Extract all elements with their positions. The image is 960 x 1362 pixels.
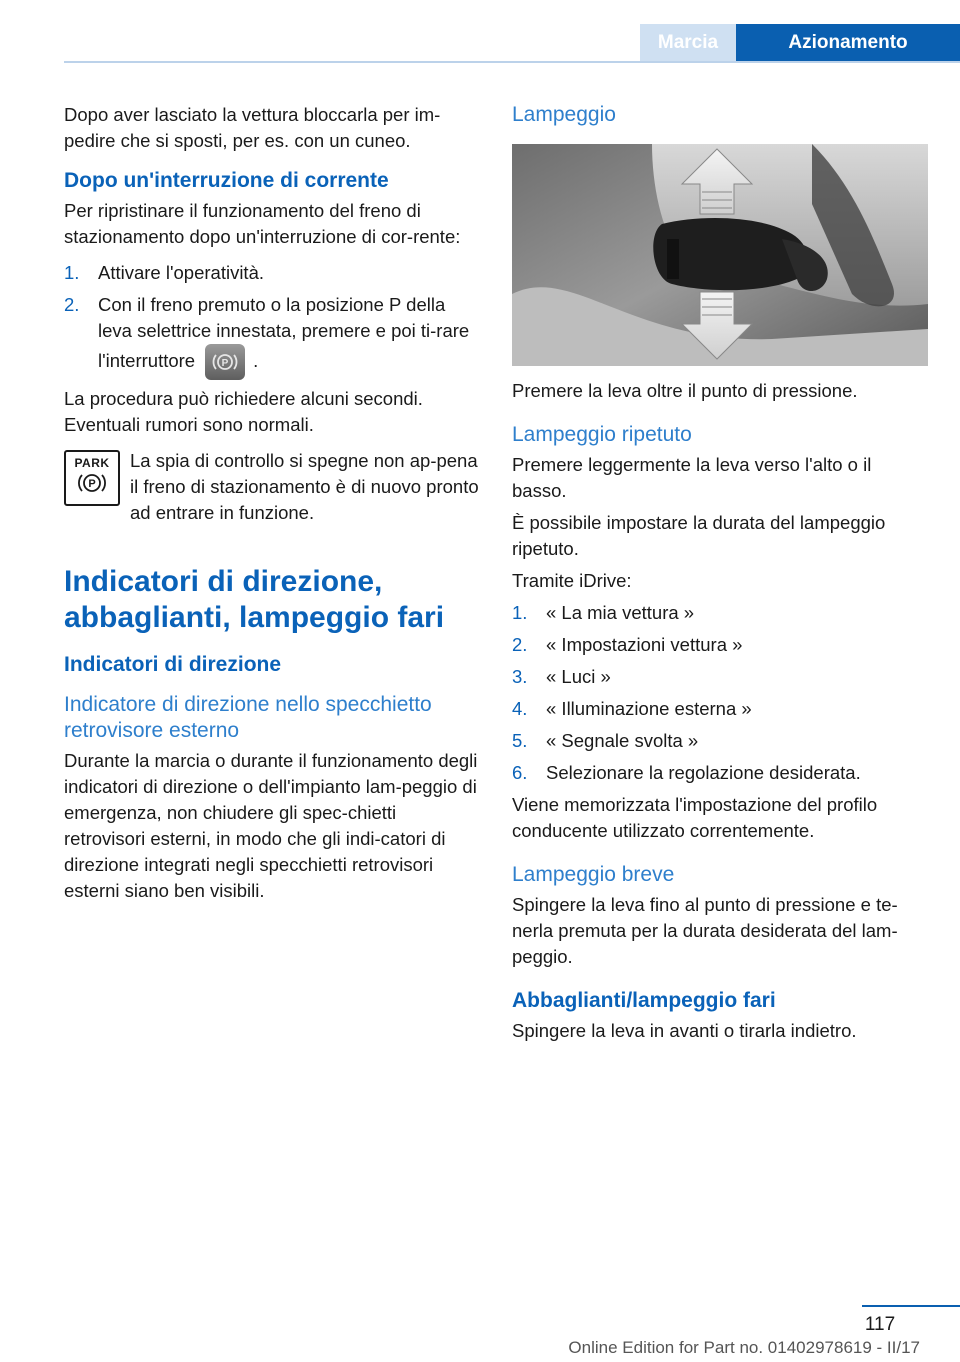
step-text: « La mia vettura » [546, 602, 695, 623]
parking-brake-switch-icon [205, 344, 245, 380]
mirror-indicator-paragraph: Durante la marcia o durante il funzionamento degli indicatori di direzione o dell'impianto lam-peggio di emergenza, non chiudere gli spec-chietti retrovisori esterni, in modo che gli indi-catori di direzione integrati negli specchietti retrovisori esterni siano ben visibili. [64, 750, 478, 901]
park-icon-label: PARK [74, 456, 110, 470]
repeat-flash-paragraph: Premere leggermente la leva verso l'alto o il basso. [512, 454, 872, 501]
step-number: 1. [512, 602, 528, 623]
high-beam-paragraph: Spingere la leva in avanti o tirarla indietro. [512, 1020, 857, 1041]
step-text: « Segnale svolta » [546, 730, 699, 751]
section-title: Indicatori di direzione, abbaglianti, lampeggio fari [64, 565, 445, 634]
park-brake-symbol-icon [77, 470, 107, 496]
profile-paragraph: Viene memorizzata l'impostazione del profilo conducente utilizzato correntemente. [512, 794, 878, 841]
list-item [512, 760, 930, 786]
repeat-duration-paragraph: È possibile impostare la durata del lampeggio ripetuto. [512, 512, 886, 559]
step-text: Attivare l'operatività. [98, 262, 264, 283]
turn-signals-heading: Indicatori di direzione [64, 653, 282, 676]
list-item [512, 664, 930, 690]
mirror-indicator-heading: Indicatore di direzione nello specchietto retrovisore esterno [64, 693, 432, 742]
step-text: « Luci » [546, 666, 611, 687]
procedure-paragraph: La procedura può richiedere alcuni secondi. Eventuali rumori sono normali. [64, 388, 423, 435]
step-suffix: . [253, 349, 259, 371]
short-flash-paragraph: Spingere la leva fino al punto di pressione e te-nerla premuta per la durata desiderata del lam-peggio. [512, 894, 898, 967]
left-column [64, 102, 480, 914]
step-number: 3. [512, 666, 528, 687]
lever-figure [512, 144, 928, 366]
step-number: 1. [64, 262, 80, 283]
header-tab-azionamento: Azionamento [736, 24, 960, 61]
edition-footer: Online Edition for Part no. 01402978619 - II/17 [568, 1338, 920, 1357]
list-item [512, 632, 930, 658]
header-rule [64, 61, 960, 63]
step-text: Con il freno premuto o la posizione P della leva selettrice innestata, premere e poi ti-rare l'interruttore [98, 294, 470, 371]
park-note [64, 448, 480, 526]
list-item [512, 728, 930, 754]
svg-text:P: P [221, 358, 229, 369]
header-tab-marcia: Marcia [640, 24, 736, 61]
page-number: 117 [864, 1314, 896, 1335]
high-beam-heading: Abbaglianti/lampeggio fari [512, 989, 776, 1012]
idrive-label: Tramite iDrive: [512, 570, 632, 591]
flash-heading: Lampeggio [512, 103, 616, 126]
step-number: 5. [512, 730, 528, 751]
page-number-rule [862, 1305, 960, 1307]
step-number: 2. [512, 634, 528, 655]
power-heading: Dopo un'interruzione di corrente [64, 169, 389, 192]
step-number: 6. [512, 762, 528, 783]
step-number: 2. [64, 294, 80, 315]
park-indicator-icon [64, 450, 120, 506]
list-item [64, 260, 480, 286]
step-number: 4. [512, 698, 528, 719]
right-column [512, 102, 930, 1054]
step-text: « Illuminazione esterna » [546, 698, 752, 719]
idrive-steps-list [512, 600, 930, 786]
svg-text:P: P [88, 478, 96, 490]
list-item [512, 600, 930, 626]
step-text: Selezionare la regolazione desiderata. [546, 762, 861, 783]
power-paragraph: Per ripristinare il funzionamento del freno di stazionamento dopo un'interruzione di cor-rente: [64, 200, 461, 247]
intro-paragraph: Dopo aver lasciato la vettura bloccarla per im-pedire che si sposti, per es. con un cuneo. [64, 104, 441, 151]
power-steps-list [64, 260, 480, 380]
park-note-text: La spia di controllo si spegne non ap-pena il freno di stazionamento è di nuovo pronto ad entrare in funzione. [130, 450, 479, 523]
repeat-flash-heading: Lampeggio ripetuto [512, 423, 692, 446]
short-flash-heading: Lampeggio breve [512, 863, 675, 886]
figure-caption: Premere la leva oltre il punto di pressione. [512, 380, 858, 401]
list-item [64, 292, 480, 380]
step-text: « Impostazioni vettura » [546, 634, 743, 655]
turn-signal-lever-illustration [512, 144, 928, 366]
list-item [512, 696, 930, 722]
